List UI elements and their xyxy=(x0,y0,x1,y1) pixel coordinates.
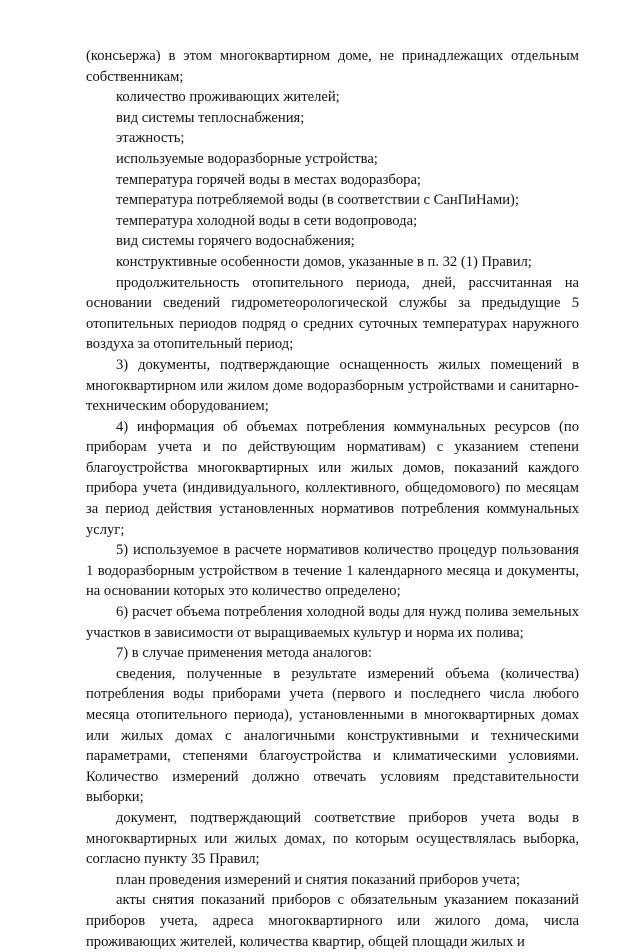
paragraph-meter-compliance: документ, подтверждающий соответствие приборов учета воды в многоквартирных или жилых домах, по которым осуществлялась выборка, согласно пункту 35 Правил; xyxy=(86,809,579,868)
paragraph-item-7: 7) в случае применения метода аналогов: xyxy=(116,645,372,662)
paragraph-item-6: 6) расчет объема потребления холодной воды для нужд полива земельных участков в зависимости от выращиваемых культур и норма их полива; xyxy=(86,604,579,641)
paragraph-item-3: 3) документы, подтверждающие оснащенность жилых помещений в многоквартирном или жилом доме водоразборным устройствами и санитарно-техническим оборудованием; xyxy=(86,356,579,415)
paragraph-continuation: (консьержа) в этом многоквартирном доме, не принадлежащих отдельным собственникам; xyxy=(86,48,579,85)
paragraph-hot-water-temp: температура горячей воды в местах водоразбора; xyxy=(116,171,421,188)
paragraph-item-4: 4) информация об объемах потребления коммунальных ресурсов (по приборам учета и по действующим нормативам) с указанием степени благоустройства многоквартирных или жилых домов, показаний каждого прибора учета (индивидуального, коллективного, общедомового) по месяцам за период действия установленных нормативов потребления коммунальных услуг; xyxy=(86,418,579,538)
paragraph-cold-water-temp: температура холодной воды в сети водопровода; xyxy=(116,212,418,229)
paragraph-item-5: 5) используемое в расчете нормативов количество процедур пользования 1 водоразборным устройством в течение 1 календарного месяца и документы, на основании которых это количество определено; xyxy=(86,542,579,600)
paragraph-hot-water-system: вид системы горячего водоснабжения; xyxy=(116,233,355,250)
paragraph-residents-count: количество проживающих жителей; xyxy=(116,89,340,106)
paragraph-heating-system: вид системы теплоснабжения; xyxy=(116,109,305,126)
paragraph-floors: этажность; xyxy=(116,130,185,147)
paragraph-consumed-water-temp: температура потребляемой воды (в соответствии с СанПиНами); xyxy=(116,192,519,209)
paragraph-heating-period: продолжительность отопительного периода, дней, рассчитанная на основании сведений гидрометеорологической службы за предыдущие 5 отопительных периодов подряд о средних суточных температурах наружного воздуха за отопительный период; xyxy=(86,274,579,353)
paragraph-water-devices: используемые водоразборные устройства; xyxy=(116,150,378,167)
paragraph-reading-acts: акты снятия показаний приборов с обязательным указанием показаний приборов учета, адреса многоквартирного или жилого дома, числа проживающих жителей, количества квартир, общей площади жилых и xyxy=(86,892,579,950)
paragraph-construction-features: конструктивные особенности домов, указанные в п. 32 (1) Правил; xyxy=(116,253,532,270)
paragraph-measurement-data: сведения, полученные в результате измерений объема (количества) потребления воды приборами учета (первого и последнего числа любого месяца отопительного периода), установленными в многоквартирных домах или жилых домах с аналогичными конструктивными и техническими параметрами, степенями благоустройства и климатическими условиями. Количество измерений должно отвечать условиям представительности выборки; xyxy=(86,665,579,806)
document-body xyxy=(86,46,579,952)
paragraph-measurement-plan: план проведения измерений и снятия показаний приборов учета; xyxy=(116,871,521,888)
